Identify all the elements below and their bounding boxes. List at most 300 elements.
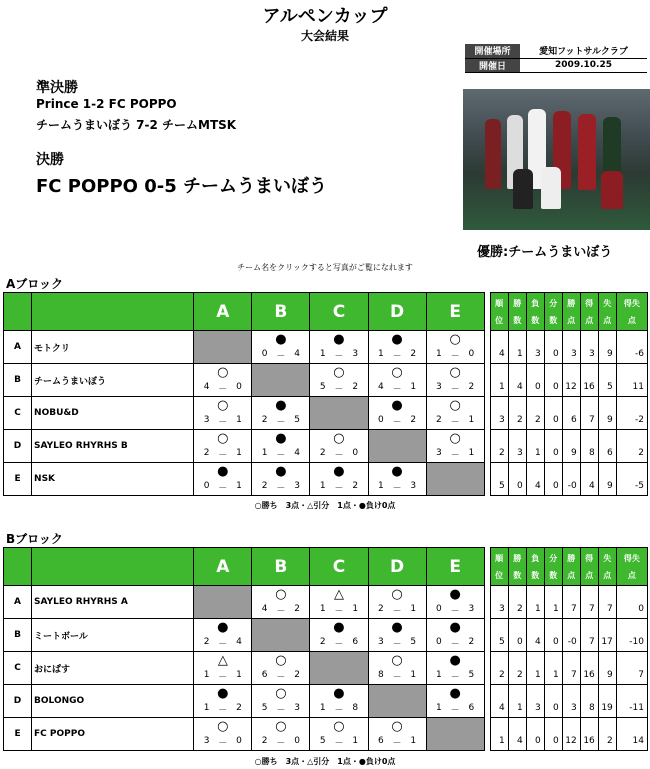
stat-value: 3	[562, 331, 580, 364]
match-cell	[368, 718, 426, 751]
match-cell	[310, 430, 368, 463]
result-mark: ●	[333, 620, 345, 635]
stat-header	[544, 548, 562, 586]
stat-header-bottom: 点	[627, 570, 636, 580]
row-letter: E	[4, 463, 32, 496]
match-score	[427, 637, 484, 650]
stat-value: 4	[508, 718, 526, 751]
match-score	[369, 736, 426, 749]
score-own: 3	[203, 736, 210, 746]
stat-header	[562, 293, 580, 331]
match-cell	[310, 685, 368, 718]
match-score	[427, 670, 484, 683]
match-cell	[194, 430, 252, 463]
score-own: 1	[436, 703, 442, 713]
score-own: 4	[203, 382, 210, 392]
score-dash: －	[276, 451, 286, 461]
score-opponent: 0	[236, 736, 242, 746]
score-dash: －	[218, 739, 228, 749]
stat-value: 2	[508, 652, 526, 685]
score-opponent: 1	[236, 448, 242, 458]
score-dash: －	[276, 739, 286, 749]
match-score	[427, 349, 484, 362]
column-header-d: D	[368, 548, 426, 586]
final-heading: 決勝	[36, 152, 64, 168]
score-opponent: 5	[468, 670, 475, 680]
team-row	[4, 718, 648, 751]
team-name-link[interactable]: NOBU&D	[32, 397, 194, 430]
match-score	[310, 637, 367, 650]
match-cell	[310, 364, 368, 397]
result-mark: ○	[275, 587, 287, 602]
stat-value: 8	[580, 430, 598, 463]
team-name-link[interactable]: SAYLEO RHYRHS A	[32, 586, 194, 619]
match-score	[194, 736, 251, 749]
row-letter: E	[4, 718, 32, 751]
match-score	[427, 703, 484, 716]
stat-value: -6	[616, 331, 647, 364]
stat-header-bottom: 点	[603, 315, 612, 325]
team-row	[4, 586, 648, 619]
score-opponent: 1	[236, 670, 242, 680]
match-score	[194, 670, 251, 683]
stat-value: 1	[526, 430, 544, 463]
venue-date: 2009.10.25	[520, 58, 647, 72]
result-mark: ○	[217, 719, 229, 734]
score-opponent: 1	[236, 415, 242, 425]
result-mark: ●	[391, 398, 403, 413]
stat-value: -11	[616, 685, 647, 718]
stat-value: 0	[544, 397, 562, 430]
match-score	[427, 604, 484, 617]
self-match-cell	[194, 586, 252, 619]
result-mark: △	[333, 587, 344, 602]
column-header-b: B	[252, 293, 310, 331]
score-dash: －	[218, 451, 228, 461]
stat-header-top: 得失	[623, 553, 640, 563]
score-own: 8	[377, 670, 384, 680]
stat-value: 1	[526, 586, 544, 619]
row-letter: C	[4, 652, 32, 685]
stat-value: 3	[508, 430, 526, 463]
score-opponent: 4	[294, 448, 300, 458]
stat-header-top: 順	[495, 553, 504, 563]
match-score	[252, 604, 309, 617]
photo-note: チーム名をクリックすると写真がご覧になれます	[237, 263, 413, 272]
stat-value: 1	[526, 652, 544, 685]
self-match-cell	[368, 430, 426, 463]
stat-header-top: 分	[549, 298, 558, 308]
score-opponent: 2	[294, 604, 300, 614]
stat-value: 7	[580, 397, 598, 430]
team-name-link[interactable]: モトクリ	[32, 331, 194, 364]
score-opponent: 3	[294, 703, 300, 713]
result-mark: ●	[391, 620, 403, 635]
stat-value: 0	[544, 463, 562, 496]
score-own: 2	[203, 637, 210, 647]
result-mark: ○	[275, 653, 287, 668]
row-letter: C	[4, 397, 32, 430]
score-dash: －	[276, 673, 286, 683]
match-score	[194, 448, 251, 461]
score-opponent: 1	[236, 481, 242, 491]
match-cell	[252, 586, 310, 619]
result-mark: ○	[391, 587, 403, 602]
stat-value: -0	[562, 619, 580, 652]
result-mark: ●	[275, 332, 287, 347]
score-opponent: 2	[352, 481, 359, 491]
stat-header	[544, 293, 562, 331]
match-cell	[368, 586, 426, 619]
score-dash: －	[334, 451, 344, 461]
score-dash: －	[334, 706, 344, 716]
stat-header-bottom: 点	[585, 315, 594, 325]
match-score	[427, 382, 484, 395]
score-opponent: 3	[468, 604, 475, 614]
stat-value: 1	[508, 331, 526, 364]
stat-value: 16	[580, 652, 598, 685]
match-score	[369, 670, 426, 683]
match-cell	[310, 718, 368, 751]
score-dash: －	[218, 640, 228, 650]
semifinal-heading: 準決勝	[36, 80, 78, 96]
page-subtitle: 大会結果	[300, 29, 349, 43]
score-own: 3	[436, 382, 442, 392]
stat-value: 19	[598, 685, 616, 718]
stat-header-bottom: 数	[549, 570, 558, 580]
score-own: 0	[436, 604, 442, 614]
stat-header-bottom: 点	[603, 570, 612, 580]
stat-value: 4	[580, 463, 598, 496]
venue-date-label: 開催日	[465, 58, 520, 72]
result-mark: ●	[449, 686, 461, 701]
score-opponent: 1	[352, 604, 359, 614]
match-cell	[310, 331, 368, 364]
score-opponent: 4	[236, 637, 242, 647]
result-mark: ○	[333, 365, 345, 380]
score-own: 5	[319, 382, 326, 392]
score-own: 3	[377, 637, 384, 647]
stat-value: 8	[580, 685, 598, 718]
stat-value: 5	[598, 364, 616, 397]
result-mark: ●	[449, 620, 461, 635]
score-own: 0	[377, 415, 384, 425]
stat-value: 2	[616, 430, 647, 463]
match-score	[427, 415, 484, 428]
team-name-link[interactable]: おにぱす	[32, 652, 194, 685]
score-opponent: 1	[352, 736, 359, 746]
score-opponent: 1	[410, 382, 417, 392]
score-dash: －	[334, 640, 344, 650]
result-mark: ○	[449, 431, 461, 446]
block-b-label: Bブロック	[6, 532, 63, 546]
score-dash: －	[334, 385, 344, 395]
match-cell	[310, 586, 368, 619]
row-letter: D	[4, 430, 32, 463]
score-own: 1	[436, 349, 442, 359]
score-opponent: 2	[468, 637, 475, 647]
stat-value: 0	[544, 331, 562, 364]
score-dash: －	[392, 739, 402, 749]
result-mark: ○	[333, 719, 345, 734]
self-match-cell	[252, 364, 310, 397]
score-own: 0	[203, 481, 210, 491]
venue-place-label: 開催場所	[465, 44, 520, 58]
stat-header	[580, 548, 598, 586]
stat-value: 7	[580, 586, 598, 619]
team-name-header	[32, 293, 194, 331]
self-match-cell	[252, 619, 310, 652]
score-dash: －	[450, 706, 460, 716]
stat-header	[526, 548, 544, 586]
column-header-a: A	[194, 293, 252, 331]
self-match-cell	[194, 331, 252, 364]
match-cell	[252, 331, 310, 364]
score-opponent: 6	[468, 703, 475, 713]
score-own: 2	[319, 448, 326, 458]
team-name-link[interactable]: ミートボール	[32, 619, 194, 652]
score-own: 1	[319, 481, 326, 491]
stat-header-bottom: 数	[513, 315, 522, 325]
stat-value: 4	[490, 331, 508, 364]
stat-value: 9	[562, 430, 580, 463]
score-own: 1	[261, 448, 268, 458]
stat-header	[562, 548, 580, 586]
team-name-link[interactable]: BOLONGO	[32, 685, 194, 718]
block-a-legend: ○勝ち 3点・△引分 1点・●負け0点	[254, 501, 396, 510]
match-score	[310, 703, 367, 716]
score-opponent: 1	[410, 670, 417, 680]
match-score	[194, 637, 251, 650]
score-own: 1	[319, 349, 326, 359]
team-name-link[interactable]: SAYLEO RHYRHS B	[32, 430, 194, 463]
stat-header	[598, 293, 616, 331]
score-own: 1	[319, 703, 326, 713]
team-name-link[interactable]: FC POPPO	[32, 718, 194, 751]
result-mark: ●	[333, 332, 345, 347]
result-mark: ○	[391, 365, 403, 380]
stat-header-top: 得失	[623, 298, 640, 308]
stat-value: 7	[562, 652, 580, 685]
team-name-link[interactable]: チームうまいぼう	[32, 364, 194, 397]
score-dash: －	[218, 706, 228, 716]
score-own: 5	[319, 736, 326, 746]
score-dash: －	[392, 607, 402, 617]
result-mark: ●	[275, 431, 287, 446]
match-score	[427, 448, 484, 461]
result-mark: ●	[275, 398, 287, 413]
stat-value: 4	[526, 619, 544, 652]
match-cell	[426, 397, 484, 430]
score-opponent: 1	[410, 604, 417, 614]
stat-value: 7	[598, 586, 616, 619]
stat-header-bottom: 点	[585, 570, 594, 580]
score-own: 2	[203, 448, 210, 458]
match-score	[369, 637, 426, 650]
match-score	[369, 382, 426, 395]
match-cell	[252, 463, 310, 496]
score-own: 2	[377, 604, 384, 614]
score-own: 2	[261, 481, 268, 491]
team-name-header	[32, 548, 194, 586]
stat-value: 14	[616, 718, 647, 751]
block-b-table	[3, 547, 648, 751]
stat-value: 3	[526, 331, 544, 364]
stat-value: 9	[598, 652, 616, 685]
result-mark: ●	[217, 464, 229, 479]
match-score	[310, 349, 367, 362]
stat-header-top: 分	[549, 553, 558, 563]
match-score	[252, 481, 309, 494]
stat-header-top: 勝	[567, 553, 576, 563]
match-score	[310, 604, 367, 617]
stat-value: 0	[544, 619, 562, 652]
corner-header	[4, 293, 32, 331]
match-score	[310, 736, 367, 749]
score-own: 4	[261, 604, 268, 614]
result-mark: ●	[449, 653, 461, 668]
score-own: 2	[436, 415, 442, 425]
match-score	[194, 481, 251, 494]
row-letter: D	[4, 685, 32, 718]
column-header-d: D	[368, 293, 426, 331]
match-score	[369, 415, 426, 428]
stat-value: -0	[562, 463, 580, 496]
stat-header	[616, 293, 647, 331]
stat-value: 12	[562, 364, 580, 397]
stat-value: 2	[490, 430, 508, 463]
match-cell	[426, 685, 484, 718]
stat-header	[598, 548, 616, 586]
score-dash: －	[276, 484, 286, 494]
stat-value: 9	[598, 463, 616, 496]
score-dash: －	[450, 673, 460, 683]
match-score	[252, 349, 309, 362]
score-own: 0	[436, 637, 442, 647]
match-score	[194, 382, 251, 395]
score-dash: －	[392, 352, 402, 362]
score-opponent: 2	[410, 415, 417, 425]
venue-info	[465, 44, 647, 73]
column-header-a: A	[194, 548, 252, 586]
column-header-b: B	[252, 548, 310, 586]
stat-value: 7	[616, 652, 647, 685]
stat-header-bottom: 数	[531, 570, 540, 580]
result-mark: ○	[449, 398, 461, 413]
score-dash: －	[450, 418, 460, 428]
stat-value: 4	[526, 463, 544, 496]
result-mark: ●	[217, 620, 229, 635]
score-dash: －	[218, 484, 228, 494]
score-own: 2	[261, 415, 268, 425]
stat-header-top: 勝	[513, 298, 522, 308]
stat-header-top: 順	[495, 298, 504, 308]
score-own: 5	[261, 703, 268, 713]
match-score	[252, 448, 309, 461]
stat-value: 1	[544, 586, 562, 619]
stat-header	[490, 548, 508, 586]
score-dash: －	[392, 418, 402, 428]
match-cell	[426, 430, 484, 463]
score-dash: －	[276, 352, 286, 362]
semifinal-result-1: Prince 1-2 FC POPPO	[36, 97, 177, 111]
result-mark: ○	[275, 719, 287, 734]
column-header-c: C	[310, 548, 368, 586]
team-row	[4, 463, 648, 496]
team-row	[4, 331, 648, 364]
stat-value: 0	[508, 619, 526, 652]
row-letter: B	[4, 619, 32, 652]
stat-header	[580, 293, 598, 331]
result-mark: ●	[217, 686, 229, 701]
team-name-link[interactable]: NSK	[32, 463, 194, 496]
score-own: 2	[261, 736, 268, 746]
stat-header-top: 得	[585, 298, 594, 308]
result-mark: ○	[449, 332, 461, 347]
column-header-c: C	[310, 293, 368, 331]
stat-value: 2	[508, 586, 526, 619]
match-cell	[194, 619, 252, 652]
score-dash: －	[276, 706, 286, 716]
result-mark: ○	[391, 719, 403, 734]
stat-header-top: 得	[585, 553, 594, 563]
score-dash: －	[392, 484, 402, 494]
match-cell	[368, 619, 426, 652]
stat-header-bottom: 点	[567, 315, 576, 325]
self-match-cell	[310, 397, 368, 430]
team-row	[4, 619, 648, 652]
score-own: 1	[203, 670, 210, 680]
match-score	[369, 481, 426, 494]
score-dash: －	[450, 352, 460, 362]
score-own: 1	[377, 349, 384, 359]
stat-header-bottom: 位	[495, 570, 504, 580]
stat-value: 4	[508, 364, 526, 397]
stat-value: 7	[580, 619, 598, 652]
team-row	[4, 685, 648, 718]
score-dash: －	[392, 673, 402, 683]
score-opponent: 8	[352, 703, 359, 713]
score-own: 6	[377, 736, 384, 746]
match-cell	[194, 652, 252, 685]
stat-header	[508, 548, 526, 586]
match-score	[252, 736, 309, 749]
stat-value: 3	[562, 685, 580, 718]
page-title: アルペンカップ	[262, 6, 388, 27]
result-mark: ●	[333, 686, 345, 701]
stat-value: 7	[562, 586, 580, 619]
match-cell	[310, 463, 368, 496]
self-match-cell	[368, 685, 426, 718]
score-opponent: 0	[352, 448, 359, 458]
score-opponent: 0	[468, 349, 475, 359]
score-dash: －	[334, 607, 344, 617]
stat-header-top: 失	[603, 298, 612, 308]
block-b-legend: ○勝ち 3点・△引分 1点・●負け0点	[254, 757, 396, 766]
result-mark: ●	[333, 464, 345, 479]
self-match-cell	[310, 652, 368, 685]
stat-value: -5	[616, 463, 647, 496]
result-mark: △	[217, 653, 228, 668]
match-score	[369, 349, 426, 362]
stat-header	[490, 293, 508, 331]
row-letter: A	[4, 331, 32, 364]
stat-value: -10	[616, 619, 647, 652]
stat-value: 1	[490, 364, 508, 397]
match-cell	[194, 364, 252, 397]
score-own: 6	[261, 670, 268, 680]
score-dash: －	[276, 418, 286, 428]
